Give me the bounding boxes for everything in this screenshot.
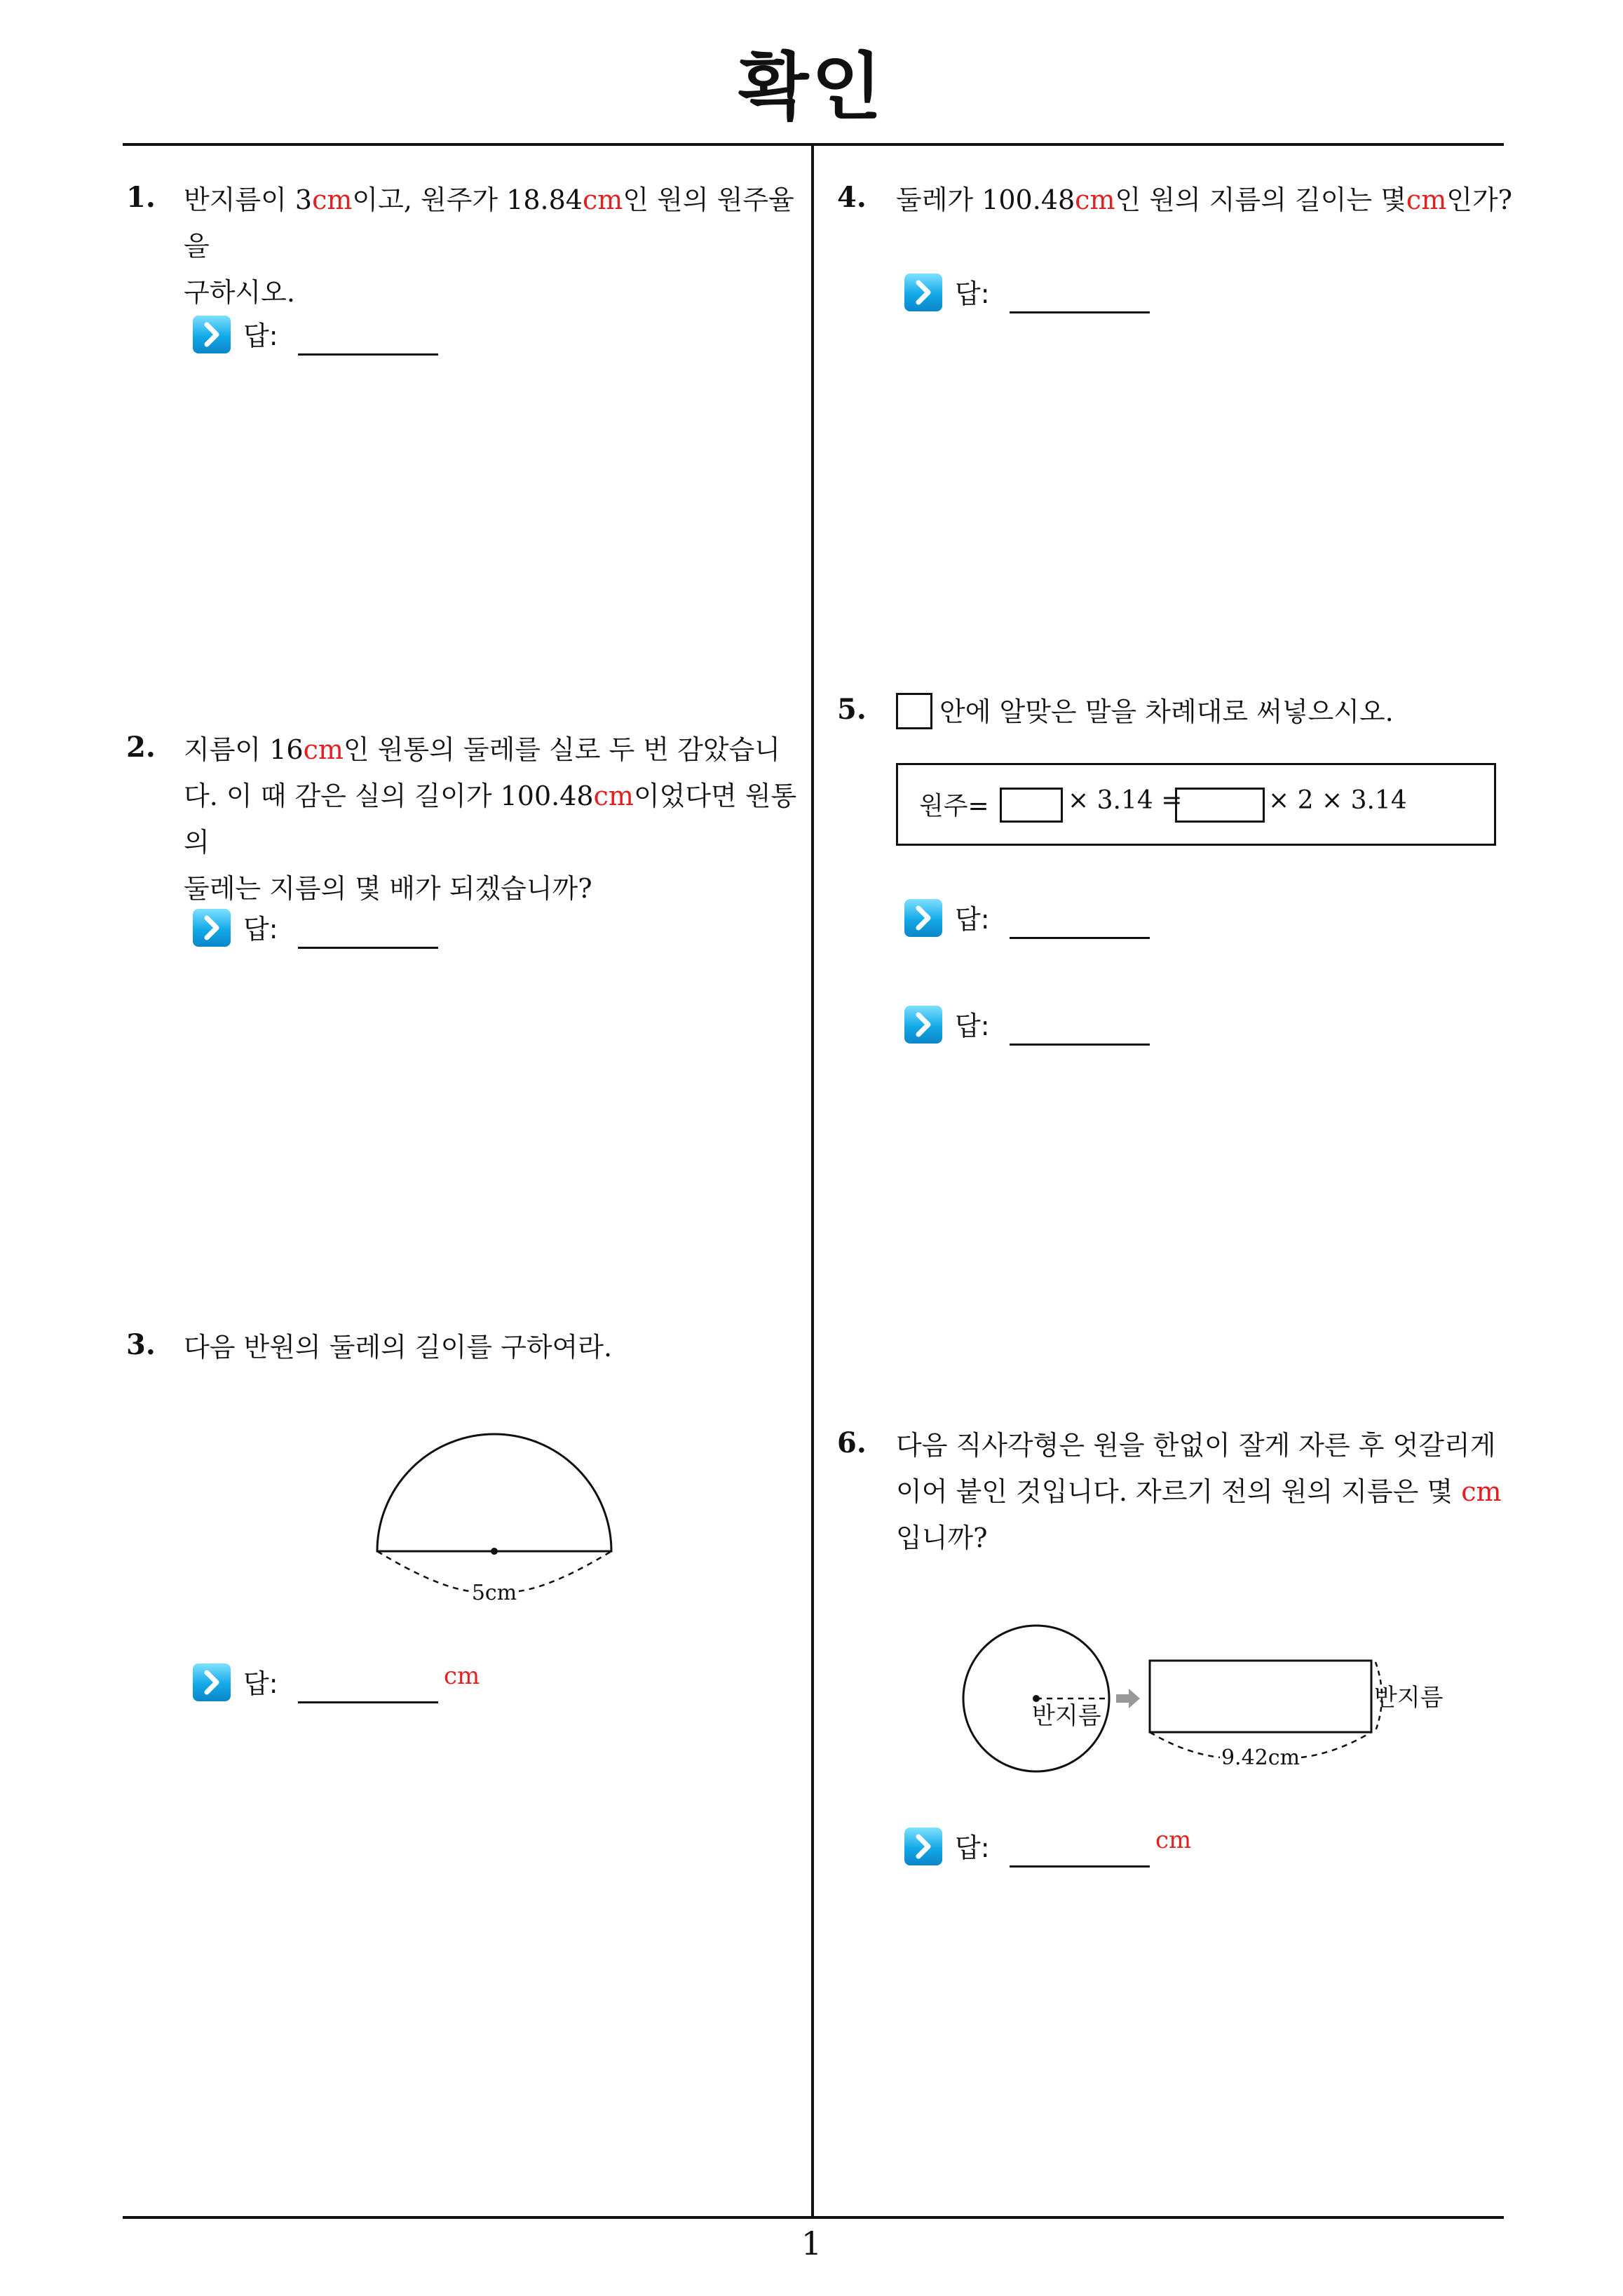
unit-cm: cm xyxy=(312,184,353,215)
answer-row xyxy=(904,271,1185,313)
formula-box xyxy=(896,763,1496,846)
dimension-curve-left xyxy=(377,1551,470,1591)
circle-to-rectangle-figure xyxy=(953,1620,1486,1781)
chevron-right-icon xyxy=(904,1006,942,1044)
answer-blank[interactable] xyxy=(1010,1865,1150,1868)
text-segment: 이고, 원주가 18.84 xyxy=(352,184,583,215)
answer-label: 답: xyxy=(955,1011,990,1041)
text-segment: 둘레가 100.48 xyxy=(896,184,1075,215)
question-line: 안에 알맞은 말을 차례대로 써넣으시오. xyxy=(939,696,1394,727)
question-text xyxy=(184,177,808,316)
formula-start: 원주= xyxy=(919,792,989,821)
answer-row xyxy=(904,1003,1185,1045)
answer-unit: cm xyxy=(1155,1826,1192,1854)
answer-label: 답: xyxy=(243,914,278,945)
page-title: 확인 xyxy=(738,44,885,130)
text-segment: 지름이 16 xyxy=(184,734,304,765)
answer-row xyxy=(904,896,1185,938)
formula-end: × 2 × 3.14 xyxy=(1268,786,1407,815)
rectangle-shape xyxy=(1150,1661,1371,1732)
dimension-curve-right xyxy=(519,1551,611,1591)
formula-blank-1[interactable] xyxy=(1000,788,1063,823)
question-line: 다음 직사각형은 원을 한없이 잘게 자른 후 엇갈리게 xyxy=(896,1430,1496,1461)
text-segment: 인가? xyxy=(1446,184,1513,215)
formula-middle: × 3.14 = xyxy=(1068,786,1183,815)
question-line xyxy=(896,1468,1513,1515)
answer-label: 답: xyxy=(955,904,990,935)
question-line: 둘레는 지름의 몇 배가 되겠습니까? xyxy=(184,873,592,904)
answer-blank[interactable] xyxy=(1010,311,1150,313)
arrow-right-icon xyxy=(1116,1689,1140,1708)
text-segment: 반지름이 3 xyxy=(184,184,313,215)
unit-cm: cm xyxy=(593,781,634,811)
answer-blank[interactable] xyxy=(1010,937,1150,939)
answer-unit: cm xyxy=(444,1662,480,1690)
question-text xyxy=(184,1324,808,1370)
bottom-dimension-curve-left xyxy=(1150,1732,1220,1757)
question-line xyxy=(896,177,1513,223)
text-segment: 인 원의 원주율을 xyxy=(184,184,794,262)
text-segment: 인 원통의 둘레를 실로 두 번 감았습니 xyxy=(343,734,780,765)
chevron-right-icon xyxy=(904,899,942,937)
question-line xyxy=(184,773,808,865)
column-divider xyxy=(811,144,814,2217)
chevron-right-icon xyxy=(193,316,231,353)
answer-blank[interactable] xyxy=(298,1701,438,1703)
diameter-label: 5cm xyxy=(471,1581,517,1605)
question-number: 2. xyxy=(126,731,156,764)
answer-label: 답: xyxy=(955,278,990,309)
answer-blank[interactable] xyxy=(298,947,438,949)
question-text xyxy=(184,727,808,912)
question-number: 5. xyxy=(837,693,867,726)
question-line: 다음 반원의 둘레의 길이를 구하여라. xyxy=(184,1332,613,1363)
answer-blank[interactable] xyxy=(298,353,438,356)
text-segment: 이어 붙인 것입니다. 자르기 전의 원의 지름은 몇 xyxy=(896,1476,1453,1507)
question-number: 1. xyxy=(126,181,156,214)
footer-rule xyxy=(123,2216,1504,2219)
circle-radius-label: 반지름 xyxy=(1032,1702,1101,1730)
rectangle-side-label: 반지름 xyxy=(1374,1684,1444,1712)
text-segment: 인 원의 지름의 길이는 몇 xyxy=(1115,184,1406,215)
question-line: 입니까? xyxy=(896,1522,988,1553)
answer-row xyxy=(904,1825,1227,1867)
answer-label: 답: xyxy=(955,1832,990,1863)
question-number: 4. xyxy=(837,181,867,214)
text-segment: 이었다면 원통의 xyxy=(184,781,797,858)
chevron-right-icon xyxy=(904,274,942,311)
unit-cm: cm xyxy=(1406,184,1447,215)
question-text xyxy=(896,177,1513,223)
unit-cm: cm xyxy=(1075,184,1115,215)
question-number: 3. xyxy=(126,1328,156,1361)
question-number: 6. xyxy=(837,1426,867,1459)
chevron-right-icon xyxy=(904,1828,942,1865)
unit-cm: cm xyxy=(583,184,623,215)
formula-blank-2[interactable] xyxy=(1175,788,1265,823)
chevron-right-icon xyxy=(193,1663,231,1701)
answer-row xyxy=(193,313,473,355)
rectangle-bottom-label: 9.42cm xyxy=(1221,1745,1301,1770)
answer-row xyxy=(193,906,473,948)
semicircle-shape xyxy=(377,1434,611,1551)
page-number: 1 xyxy=(801,2224,822,2262)
blank-box-icon xyxy=(896,693,932,729)
semicircle-figure xyxy=(365,1431,624,1606)
chevron-right-icon xyxy=(193,909,231,947)
answer-row xyxy=(193,1661,515,1703)
answer-label: 답: xyxy=(243,1668,278,1699)
bottom-dimension-curve-right xyxy=(1301,1732,1371,1757)
text-segment: 다. 이 때 감은 실의 길이가 100.48 xyxy=(184,781,594,811)
center-point xyxy=(491,1548,498,1555)
question-line xyxy=(184,177,808,269)
unit-cm: cm xyxy=(1461,1476,1502,1507)
question-line: 구하시오. xyxy=(184,277,295,308)
question-text xyxy=(939,689,1500,735)
answer-label: 답: xyxy=(243,320,278,351)
unit-cm: cm xyxy=(303,734,344,765)
question-line xyxy=(184,727,808,773)
question-text xyxy=(896,1422,1513,1561)
answer-blank[interactable] xyxy=(1010,1044,1150,1046)
